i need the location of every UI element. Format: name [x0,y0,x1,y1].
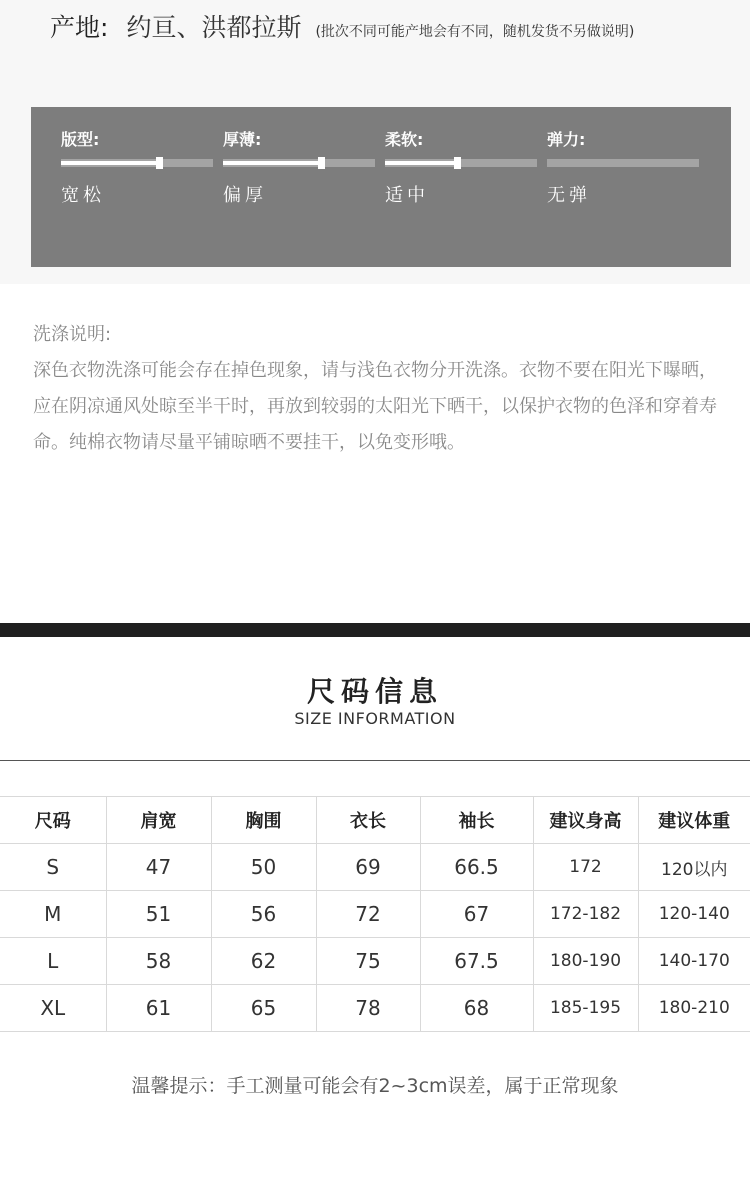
attribute-elasticity [547,107,699,267]
measurement-tip: 温馨提示：手工测量可能会有2~3cm误差，属于正常现象 [131,1075,619,1097]
attribute-level-bar [223,159,375,167]
table-row [0,938,750,985]
size-info-subtitle: SIZE INFORMATION [294,709,456,728]
attribute-level-marker [318,157,325,169]
attribute-value: 偏厚 [223,185,267,206]
table-cell: M [0,891,106,938]
table-cell: 47 [106,844,211,891]
table-cell: 65 [211,985,316,1032]
table-cell: 172-182 [533,891,638,938]
attribute-panel [31,107,731,267]
table-cell: 140-170 [638,938,750,985]
table-cell: 51 [106,891,211,938]
table-cell: 120-140 [638,891,750,938]
title-underline [0,760,750,761]
table-row [0,891,750,938]
attribute-value: 无弹 [547,185,591,206]
header-length: 衣长 [316,797,420,844]
table-cell: XL [0,985,106,1032]
attribute-label: 柔软: [385,130,424,149]
attribute-thickness [223,107,375,267]
table-cell: 172 [533,844,638,891]
origin-label: 产地: [50,13,109,42]
washing-title: 洗涤说明: [33,324,112,345]
table-cell: 180-210 [638,985,750,1032]
table-cell: 120以内 [638,844,750,891]
origin-line [50,8,634,48]
origin-note: (批次不同可能产地会有不同，随机发货不另做说明) [315,24,635,40]
table-cell: 50 [211,844,316,891]
table-cell: 69 [316,844,420,891]
table-cell: L [0,938,106,985]
table-cell: 68 [420,985,533,1032]
table-cell: 72 [316,891,420,938]
washing-instructions: 深色衣物洗涤可能会存在掉色现象，请与浅色衣物分开洗涤。衣物不要在阳光下曝晒，应在阴凉通风处晾至半干时，再放到较弱的太阳光下晒干，以保护衣物的色泽和穿着寿命。纯棉衣物请尽量平铺晾晒不要挂干，以免变形哦。 [33,360,717,453]
header-chest: 胸围 [211,797,316,844]
table-cell: 67 [420,891,533,938]
origin-value: 约亘、洪都拉斯 [126,13,302,42]
table-cell: 78 [316,985,420,1032]
table-row [0,844,750,891]
size-info-title: 尺码信息 [306,675,443,708]
attribute-label: 版型: [61,130,100,149]
attribute-value: 适中 [385,185,429,206]
attribute-level-bar [61,159,213,167]
product-attributes-section [0,0,750,284]
header-size: 尺码 [0,797,106,844]
header-weight: 建议体重 [638,797,750,844]
header-height: 建议身高 [533,797,638,844]
attribute-label: 厚薄: [223,130,262,149]
header-sleeve: 袖长 [420,797,533,844]
attribute-level-fill [223,161,325,165]
attribute-level-bar [547,159,699,167]
table-row [0,985,750,1032]
attribute-level-marker [156,157,163,169]
table-header-row [0,797,750,844]
table-cell: 75 [316,938,420,985]
table-cell: 66.5 [420,844,533,891]
size-table [0,796,750,1032]
attribute-softness [385,107,537,267]
table-cell: 67.5 [420,938,533,985]
table-cell: 180-190 [533,938,638,985]
attribute-level-fill [61,161,163,165]
attribute-label: 弹力: [547,130,586,149]
table-cell: 56 [211,891,316,938]
table-cell: 62 [211,938,316,985]
attribute-value: 宽松 [61,185,105,206]
attribute-fit [61,107,213,267]
table-cell: 61 [106,985,211,1032]
table-cell: 185-195 [533,985,638,1032]
attribute-level-bar [385,159,537,167]
attribute-level-fill [385,161,461,165]
table-cell: S [0,844,106,891]
table-cell: 58 [106,938,211,985]
attribute-level-marker [454,157,461,169]
section-divider [0,623,750,637]
header-shoulder: 肩宽 [106,797,211,844]
